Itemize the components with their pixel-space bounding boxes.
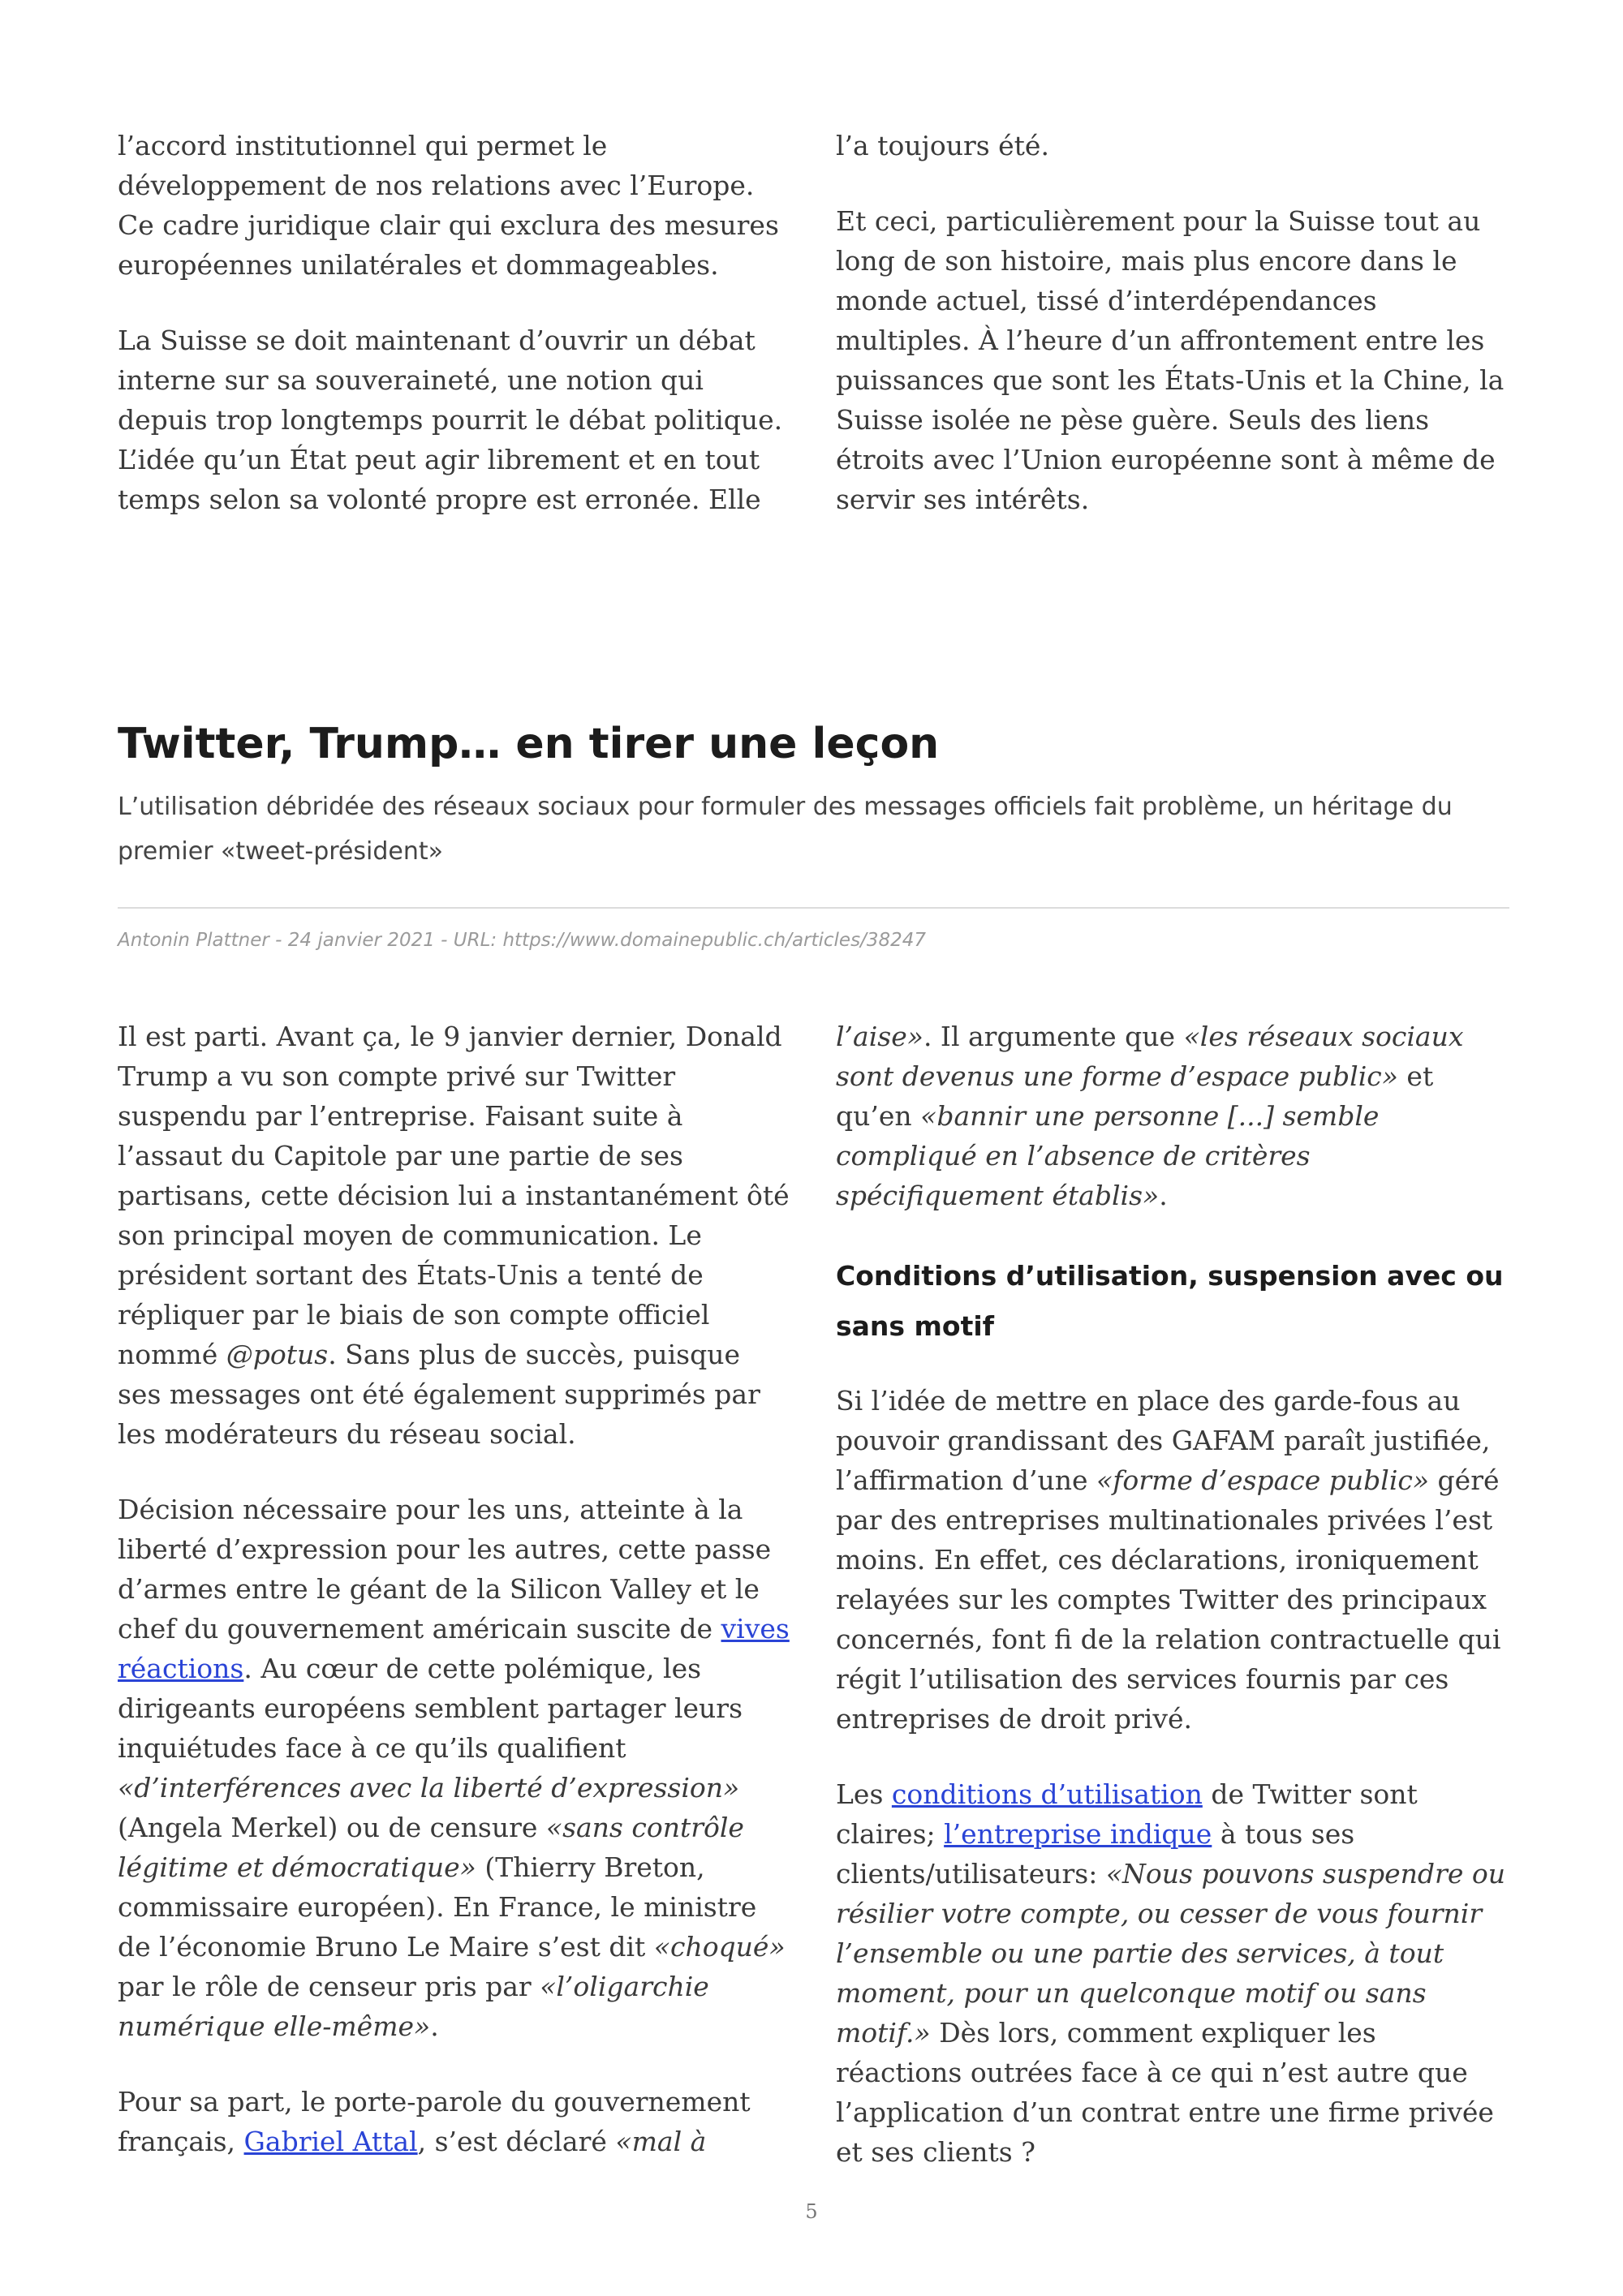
- paragraph: l’accord institutionnel qui permet le développement de nos relations avec l’Europe. Ce cadre juridique clair qui exclura des mesures européennes unilatérales et dommageables.: [118, 130, 779, 281]
- italic-text: «sans contrôle légitime et démocratique»: [118, 1812, 744, 1883]
- text-run: Il est parti. Avant ça, le 9 janvier dernier, Donald Trump a vu son compte privé sur Twitter suspendu par l’entreprise. Faisant suite à l’assaut du Capitole par une partie de ses partisans, cette décision lui a instantanément ôté son principal moyen de communication. Le président sortant des États-Unis a tenté de répliquer par le biais de son compte officiel nommé: [118, 1021, 790, 1370]
- paragraph: l’a toujours été.: [836, 130, 1049, 161]
- link-gabriel-attal[interactable]: Gabriel Attal: [243, 2126, 418, 2157]
- text-run: à tous ses clients/utilisateurs:: [836, 1818, 1355, 1890]
- text-run: (Angela Merkel) ou de censure: [118, 1812, 546, 1843]
- paragraph: [836, 1017, 1509, 1215]
- text-run: (Thierry Breton, commissaire européen). En France, le ministre de l’économie Bruno Le Maire s’est dit: [118, 1851, 757, 1963]
- section-heading: Conditions d’utilisation, suspension avec ou sans motif: [836, 1260, 1504, 1342]
- paragraph: [836, 1774, 1509, 2172]
- paragraph: La Suisse se doit maintenant d’ouvrir un débat interne sur sa souveraineté, une notion qui depuis trop longtemps pourrit le débat politique. L’idée qu’un État peut agir librement et en tout temps selon sa volonté propre est erronée. Elle: [118, 325, 783, 515]
- italic-text: «forme d’espace public»: [1096, 1464, 1430, 1496]
- article-left-column: [118, 1017, 791, 2161]
- italic-text: «mal à: [615, 2126, 707, 2157]
- divider: [118, 907, 1509, 909]
- text-run: géré par des entreprises multinationales privées l’est moins. En effet, ces déclarations, ironiquement relayées sur les comptes Twitter des principaux concernés, font fi de la relation contractuelle qui régit l’utilisation des services fournis par ces entreprises de droit privé.: [836, 1464, 1501, 1735]
- page-number: 5: [805, 2200, 818, 2223]
- italic-text: l’aise»: [836, 1021, 923, 1052]
- text-run: . Il argumente que: [923, 1021, 1184, 1052]
- text-run: . Sans plus de succès, puisque ses messages ont été également supprimés par les modérateurs du réseau social.: [118, 1339, 760, 1450]
- article-byline: Antonin Plattner - 24 janvier 2021 - URL: https://www.domainepublic.ch/articles/38247: [118, 930, 926, 951]
- italic-text: «d’interférences avec la liberté d’expression»: [118, 1772, 740, 1804]
- article-right-column: [836, 1017, 1509, 2172]
- previous-article-left-column: [118, 126, 791, 519]
- text-run: de Twitter sont claires;: [836, 1778, 1418, 1850]
- italic-text: «l’oligarchie numérique elle-même»: [118, 1971, 709, 2042]
- text-run: Les: [836, 1778, 892, 1810]
- italic-text: «choqué»: [653, 1931, 786, 1963]
- text-run: Dès lors, comment expliquer les réactions outrées face à ce qui n’est autre que l’application d’un contrat entre une firme privée et ses clients ?: [836, 2017, 1494, 2168]
- italic-text: @potus: [226, 1339, 329, 1370]
- text-run: par le rôle de censeur pris par: [118, 1971, 540, 2002]
- text-run: Si l’idée de mettre en place des garde-fous au pouvoir grandissant des GAFAM paraît justifiée, l’affirmation d’une: [836, 1385, 1491, 1496]
- paragraph: [118, 1017, 791, 1454]
- previous-article-right-column: [836, 126, 1509, 519]
- article-title: Twitter, Trump… en tirer une leçon: [118, 720, 940, 768]
- text-run: , s’est déclaré: [417, 2126, 616, 2157]
- text-run: .: [1159, 1180, 1168, 1211]
- paragraph: [836, 1381, 1509, 1739]
- paragraph: [118, 1490, 791, 2046]
- italic-text: «Nous pouvons suspendre ou résilier votre compte, ou cesser de vous fournir l’ensemble ou une partie des services, à tout moment, pour un quelconque motif ou sans motif.»: [836, 1858, 1505, 2049]
- text-run: et qu’en: [836, 1060, 1434, 1132]
- link-entreprise-indique[interactable]: l’entreprise indique: [944, 1818, 1212, 1850]
- paragraph: [118, 2082, 791, 2161]
- link-conditions-utilisation[interactable]: conditions d’utilisation: [891, 1778, 1203, 1810]
- text-run: .: [430, 2010, 439, 2042]
- italic-text: «bannir une personne [...] semble compliqué en l’absence de critères spécifiquement établis»: [836, 1100, 1380, 1211]
- text-run: Pour sa part, le porte-parole du gouvernement français,: [118, 2086, 751, 2157]
- italic-text: «les réseaux sociaux sont devenus une forme d’espace public»: [836, 1021, 1464, 1092]
- link-vives-reactions[interactable]: vives réactions: [118, 1613, 790, 1684]
- text-run: Décision nécessaire pour les uns, atteinte à la liberté d’expression pour les autres, cette passe d’armes entre le géant de la Silicon Valley et le chef du gouvernement américain suscite de: [118, 1494, 772, 1645]
- text-run: . Au cœur de cette polémique, les dirigeants européens semblent partager leurs inquiétudes face à ce qu’ils qualifient: [118, 1653, 743, 1764]
- article-subtitle: L’utilisation débridée des réseaux sociaux pour formuler des messages officiels fait problème, un héritage du premier «tweet-président»: [118, 793, 1453, 866]
- paragraph: Et ceci, particulièrement pour la Suisse tout au long de son histoire, mais plus encore dans le monde actuel, tissé d’interdépendances multiples. À l’heure d’un affrontement entre les puissances que sont les États-Unis et la Chine, la Suisse isolée ne pèse guère. Seuls des liens étroits avec l’Union européenne sont à même de servir ses intérêts.: [836, 205, 1505, 515]
